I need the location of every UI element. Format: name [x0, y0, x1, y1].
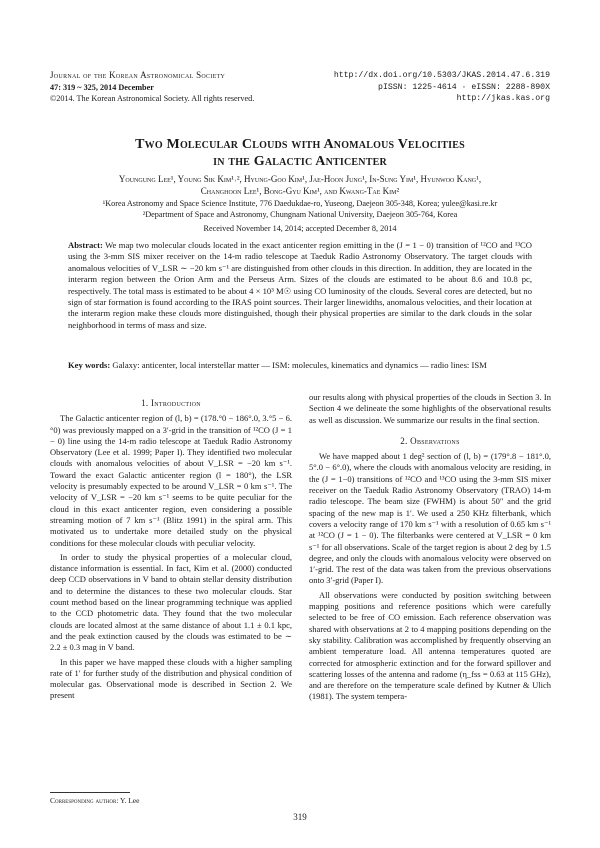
title-line-1: Two Molecular Clouds with Anomalous Velocities [135, 137, 465, 152]
intro-paragraph-2: In order to study the physical properties of a molecular cloud, distance information is essential. In fact, Kim et al. (2000) conducted deep CCD observations in V band to obtain stellar density distribution and to determine the distances to these two molecular clouds. Star count method based on the linear programming technique was applied to the CCD photometric data. They found that the two molecular clouds are located almost at the same distance of about 1.1 ± 0.1 kpc, and the peak extinction caused by the clouds was estimated to be ∼ 2.2 ± 0.3 mag in V band. [50, 551, 292, 653]
received-dates: Received November 14, 2014; accepted December 8, 2014 [203, 224, 397, 233]
page-number: 319 [293, 812, 307, 822]
paper-title [50, 136, 550, 170]
footnote-label: Corresponding author: [50, 796, 119, 805]
left-column [50, 396, 292, 702]
authors-line-1: Youngung Lee¹, Young Sik Kim¹˒², Hyung-Goo Kim¹, Jae-Hoon Jung¹, In-Sung Yim¹, Hyunwoo Kang¹, [118, 174, 482, 184]
abstract [68, 240, 532, 331]
intro-paragraph-3: In this paper we have mapped these clouds with a higher sampling rate of 1′ for further study of the distribution and physical condition of molecular gas. Observational mode is described in Section 2. We present [50, 656, 292, 701]
keywords-text: Galaxy: anticenter, local interstellar matter — ISM: molecules, kinematics and dynamics — radio lines: ISM [112, 360, 487, 370]
journal-name: Journal of the Korean Astronomical Society [50, 70, 226, 80]
authors-line-2: Changhoon Lee¹, Bong-Gyu Kim¹, and Kwang-Tae Kim² [200, 185, 400, 196]
affiliations [50, 198, 550, 220]
doi-link[interactable]: http://dx.doi.org/10.5303/JKAS.2014.47.6.319 [333, 71, 550, 80]
keywords-label: Key words: [68, 360, 111, 370]
keywords [68, 360, 532, 371]
observations-paragraph-1: We have mapped about 1 deg² section of (l, b) = (179°.8 − 181°.0, 5°.0 − 6°.0), where the clouds with anomalous velocity are residing, in the (J = 1−0) transitions of ¹²CO and ¹³CO using the 3-mm SIS mixer receiver on the Taeduk Radio Astronomy Observatory (TRAO) 14-m radio telescope. The beam size (FWHM) is about 50″ and the grid spacing of the new map is 1′. We used a 250 KHz filterbank, which covers a velocity range of 170 km s⁻¹ with a resolution of 0.65 km s⁻¹ at ¹²CO (J = 1 − 0). The filterbanks were centered at V_LSR = 0 km s⁻¹ for all observations. Scale of the target region is about 2 deg by 1.5 degree, and only the clouds with anomalous velocity were observed on 1′-grid. The rest of the data was taken from the previous observations onto 3′-grid (Paper I). [309, 451, 551, 586]
section-heading-observations: 2. Observations [400, 435, 460, 446]
intro-continuation: our results along with physical properties of the clouds in Section 3. In Section 4 we delineate the some highlights of the observational results as well as discussion. We summarize our results in the final section. [309, 392, 551, 425]
doi-header [334, 70, 550, 105]
abstract-label: Abstract: [68, 240, 103, 250]
affiliation-2: ²Department of Space and Astronomy, Chungnam National University, Daejeon 305-764, Korea [142, 210, 458, 219]
volume-line: 47: 319 ~ 325, 2014 December [50, 82, 154, 92]
intro-paragraph-1: The Galactic anticenter region of (l, b) = (178.°0 − 186°.0, 3.°5 − 6.°0) was previously mapped on a 3′-grid in the transition of ¹²CO (J = 1 − 0) line using the 14-m radio telescope at Taeduk Radio Astronomy Observatory (Lee et al. 1999; Paper I). They identified two molecular clouds with anomalous velocities of about V_LSR = −20 km s⁻¹. Toward the exact Galactic anticenter region (l = 180°), the LSR velocity is presumably expected to be around V_LSR = 0 km s⁻¹. The velocity of V_LSR = −20 km s⁻¹ seems to be quite peculiar for the cloud in this exact anticenter region, even considering a possible streaming motion of 7 km s⁻¹ (Blitz 1991) in the spiral arm. This motivated us to undertake more detailed study on the physical conditions for these molecular clouds with peculiar velocity. [50, 413, 292, 548]
journal-header [50, 70, 254, 105]
title-line-2: in the Galactic Anticenter [213, 154, 387, 169]
copyright-line: ©2014. The Korean Astronomical Society. All rights reserved. [50, 94, 255, 103]
abstract-text: We map two molecular clouds located in the exact anticenter region emitting in the (J = 1 − 0) transition of ¹²CO and ¹³CO using the 3-mm SIS mixer receiver on the 14-m radio telescope at Taeduk Radio Astronomy Observatory. The target clouds with anomalous velocities of V_LSR ∼ −20 km s⁻¹ are distinguished from other clouds in this direction. In addition, they are located in the interarm region between the Orion Arm and the Perseus Arm. Sizes of the clouds are estimated to be about 8.6 and 10.8 pc, respectively. The total mass is estimated to be about 4 × 10³ M☉ using CO luminosity of the clouds. Several cores are detected, but no sign of star formation is found according to the IRAS point sources. Their larger linewidths, anomalous velocities, and their location at the interarm region make these clouds more distinguished, though their physical properties are similar to the dark clouds in the solar neighborhood in terms of mass and size. [68, 240, 532, 330]
footnote-author: Y. Lee [120, 796, 140, 805]
journal-url[interactable]: http://jkas.kas.org [456, 94, 550, 103]
corresponding-author-footnote [50, 792, 292, 805]
footnote-rule [50, 792, 130, 793]
observations-paragraph-2: All observations were conducted by position switching between mapping positions and reference positions which were carefully selected to be free of CO emission. Each reference observation was shared with observations at 2 to 4 mapping positions depending on the sky stability. Calibration was accomplished by frequently observing an ambient temperature load. All antenna temperatures quoted are corrected for atmospheric extinction and for the forward spillover and scattering losses of the antenna and radome (η_fss = 0.63 at 115 GHz), and are therefore on the temperature scale defined by Kutner & Ulich (1981). The system tempera- [309, 589, 551, 702]
affiliation-1: ¹Korea Astronomy and Space Science Institute, 776 Daedukdae-ro, Yuseong, Daejeon 305-348, Korea; yulee@kasi.re.kr [102, 199, 498, 208]
section-heading-introduction: 1. Introduction [141, 398, 201, 408]
author-list [50, 174, 550, 197]
issn-line: pISSN: 1225-4614 · eISSN: 2288-890X [378, 82, 550, 92]
right-column [309, 392, 551, 703]
